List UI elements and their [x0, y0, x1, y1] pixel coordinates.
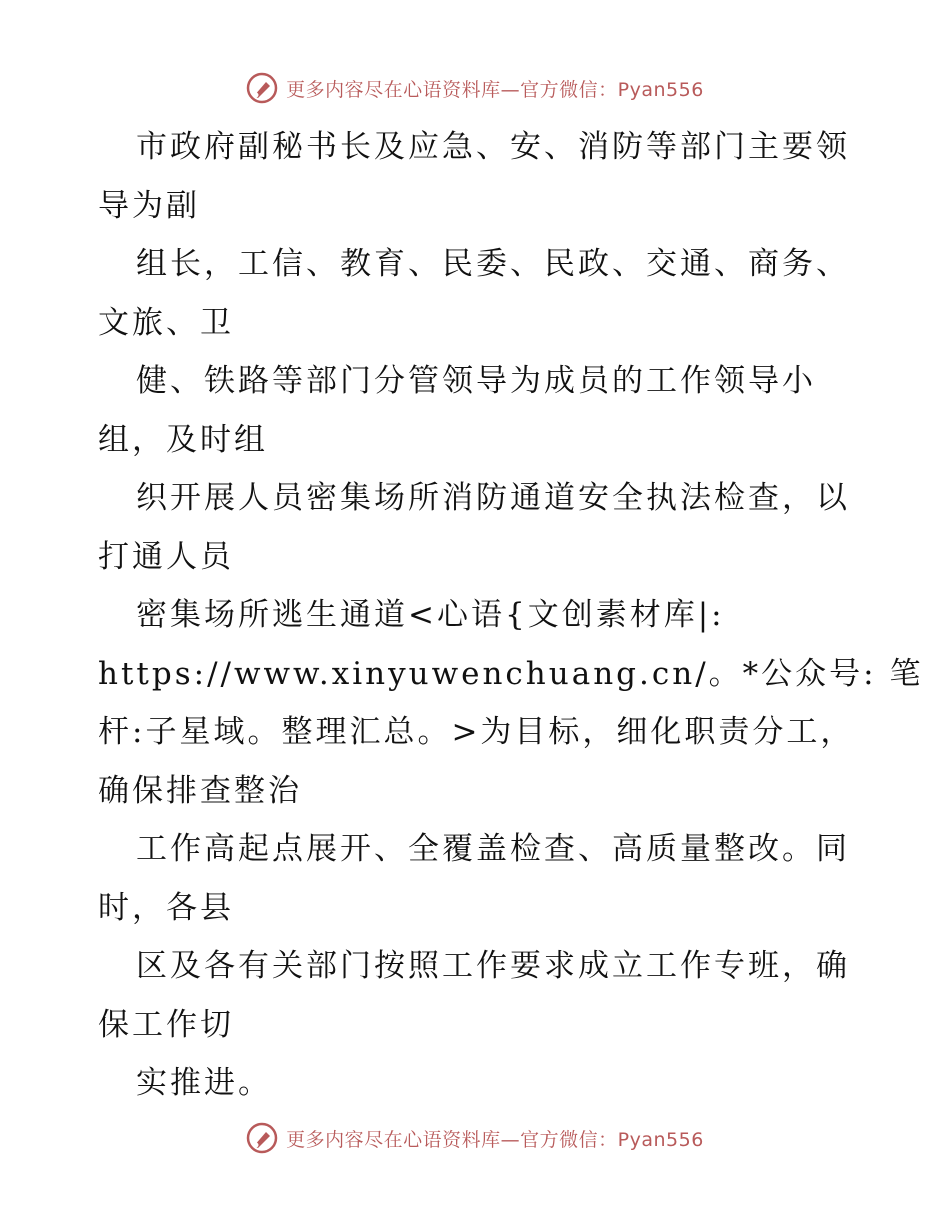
text-line: 织开展人员密集场所消防通道安全执法检查，以 [136, 480, 850, 516]
footer-banner [0, 1122, 950, 1154]
text-line: 区及各有关部门按照工作要求成立工作专班，确 [136, 948, 850, 984]
text-line: 确保排查整治 [98, 772, 302, 809]
pen-logo-icon [246, 1122, 278, 1154]
banner-text: 更多内容尽在心语资料库—官方微信：Pyan556 [286, 78, 704, 101]
text-line: 工作高起点展开、全覆盖检查、高质量整改。同 [136, 831, 850, 867]
text-line: 实推进。 [136, 1065, 272, 1101]
text-line: 时，各县 [98, 889, 234, 926]
text-line: 保工作切 [98, 1006, 234, 1043]
text-line: 密集场所逃生通道<心语{文创素材库|: [136, 597, 725, 633]
text-line: 市政府副秘书长及应急、安、消防等部门主要领 [136, 129, 850, 165]
text-line: 组，及时组 [98, 421, 268, 458]
text-line: 打通人员 [98, 538, 234, 575]
text-line: 文旅、卫 [98, 304, 234, 341]
text-line: https://www.xinyuwenchuang.cn/。*公众号: 笔 [98, 655, 924, 692]
banner-text: 更多内容尽在心语资料库—官方微信：Pyan556 [286, 1128, 704, 1151]
text-line: 健、铁路等部门分管领导为成员的工作领导小 [136, 363, 816, 399]
text-line: 组长，工信、教育、民委、民政、交通、商务、 [136, 246, 850, 282]
pen-logo-icon [246, 72, 278, 104]
document-body [98, 118, 924, 1113]
header-banner [0, 72, 950, 104]
text-line: 导为副 [98, 187, 200, 224]
text-line: 杆:子星域。整理汇总。>为目标，细化职责分工， [98, 714, 855, 750]
